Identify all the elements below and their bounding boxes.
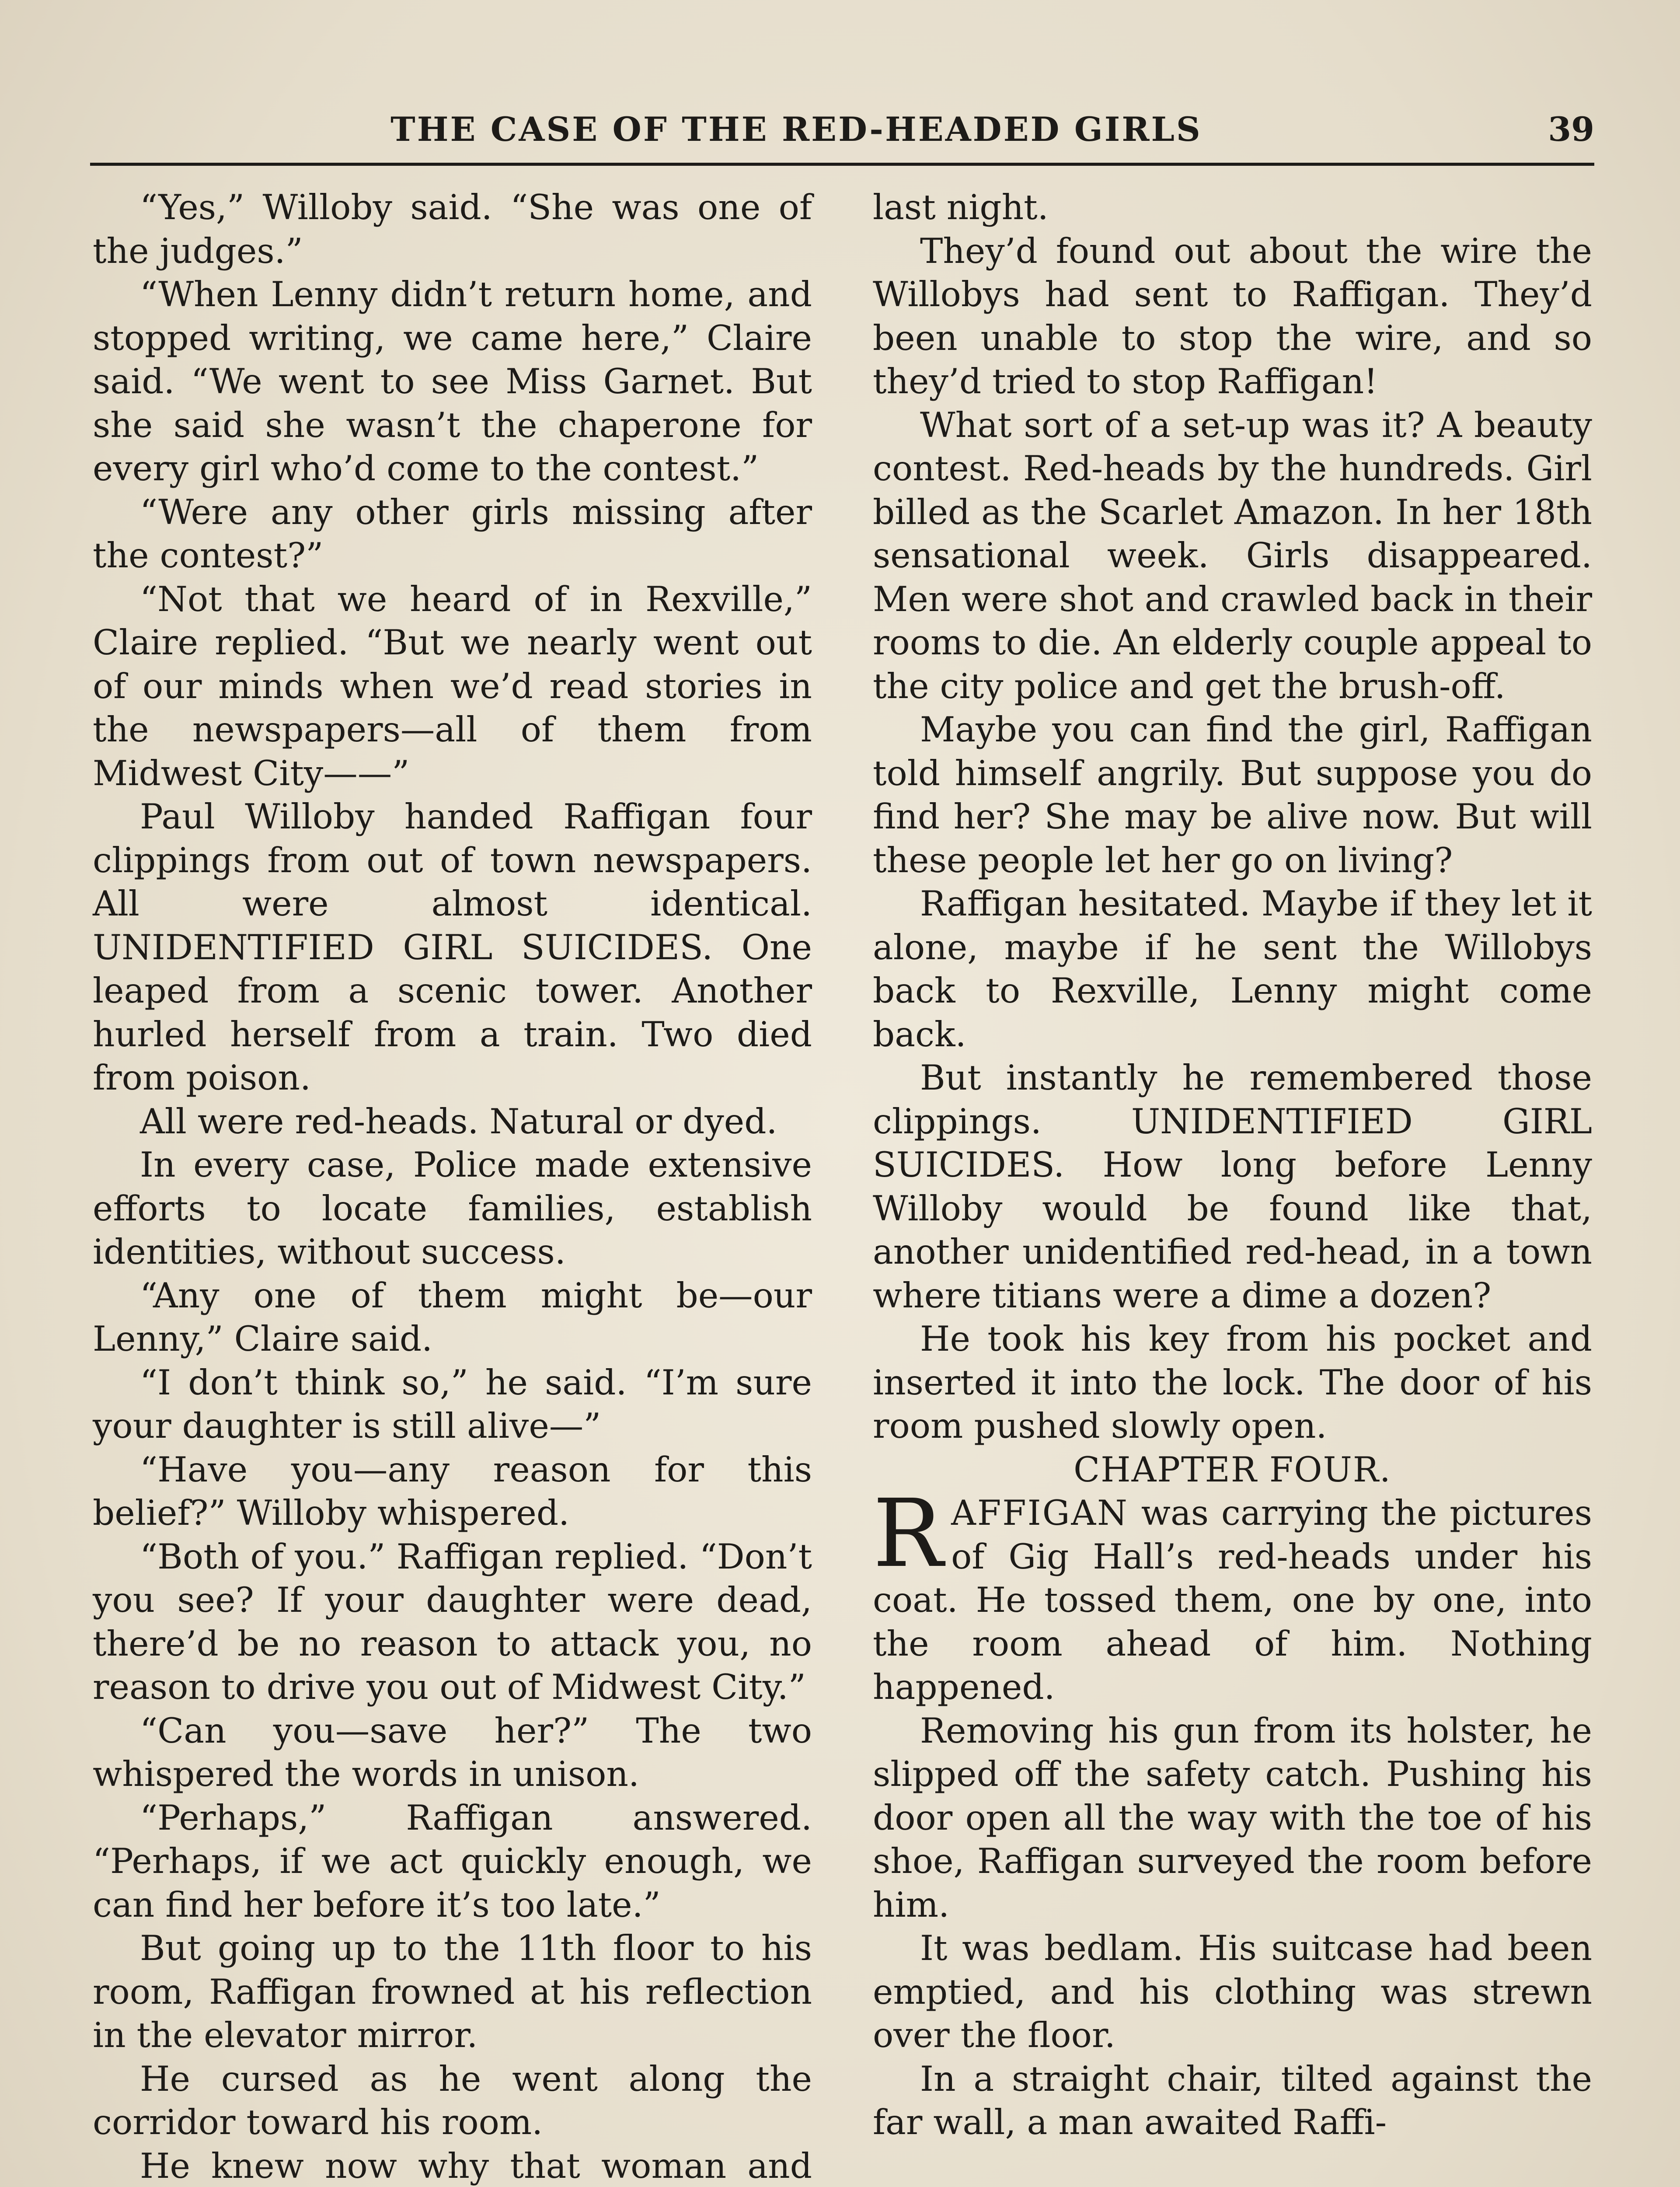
- paragraph: But going up to the 11th floor to his room, Raffigan frowned at his reflection in the elevator mirror.: [93, 1928, 812, 2055]
- paragraph: “Perhaps,” Raffigan answered. “Perhaps, if we act quickly enough, we can find her before it’s too late.”: [93, 1797, 812, 1925]
- drop-cap: R: [873, 1479, 944, 1588]
- paragraph: “Any one of them might be—our Lenny,” Claire said.: [93, 1275, 812, 1359]
- paragraph: Paul Willoby handed Raffigan four clippings from out of town newspapers. All were almost identical. UNIDENTIFIED GIRL SUICIDES. One leaped from a scenic tower. Another hurled herself from a train. Two died from poison.: [93, 797, 812, 1098]
- paragraph: “Both of you.” Raffigan replied. “Don’t you see? If your daughter were dead, there’d be no reason to attack you, no reason to drive you out of Midwest City.”: [93, 1536, 812, 1707]
- paragraph: “Were any other girls missing after the contest?”: [93, 492, 812, 576]
- paragraph: It was bedlam. His suitcase had been emptied, and his clothing was strewn over the floor.: [873, 1928, 1592, 2055]
- lead-word: AFFIGAN: [951, 1493, 1129, 1533]
- chapter-heading: CHAPTER FOUR.: [1074, 1449, 1391, 1490]
- paragraph: “When Lenny didn’t return home, and stopped writing, we came here,” Claire said. “We went to see Miss Garnet. But she said she wasn’t the chaperone for every girl who’d come to the contest.”: [93, 274, 812, 489]
- page-number: 39: [1548, 110, 1594, 149]
- paragraph: In every case, Police made extensive efforts to locate families, establish identities, without success.: [93, 1145, 812, 1272]
- paragraph: He knew now why that woman and: [140, 2145, 812, 2186]
- paragraph: Raffigan hesitated. Maybe if they let it alone, maybe if he sent the Willobys back to Rexville, Lenny might come back.: [873, 884, 1592, 1055]
- paragraph: Maybe you can find the girl, Raffigan told himself angrily. But suppose you do find her? She may be alive now. But will these people let her go on living?: [873, 709, 1592, 880]
- running-title: THE CASE OF THE RED-HEADED GIRLS: [390, 110, 1202, 149]
- paragraph: “Can you—save her?” The two whispered the words in unison.: [93, 1710, 812, 1794]
- continued-line: last night.: [873, 187, 1049, 227]
- paragraph: He took his key from his pocket and inserted it into the lock. The door of his room pushed slowly open.: [873, 1319, 1592, 1446]
- paragraph: Removing his gun from its holster, he slipped off the safety catch. Pushing his door open all the way with the toe of his shoe, Raffigan surveyed the room before him.: [873, 1710, 1592, 1925]
- left-column: [93, 186, 812, 2187]
- paragraph: What sort of a set-up was it? A beauty contest. Red-heads by the hundreds. Girl billed as the Scarlet Amazon. In her 18th sensational week. Girls disappeared. Men were shot and crawled back in their rooms to die. An elderly couple appeal to the city police and get the brush-off.: [873, 405, 1592, 706]
- paragraph: “I don’t think so,” he said. “I’m sure your daughter is still alive—”: [93, 1362, 812, 1446]
- chapter-opening-paragraph: [873, 1479, 1592, 1709]
- paragraph: In a straight chair, tilted against the far wall, a man awaited Raffi-: [873, 2058, 1592, 2142]
- header-rule: [90, 163, 1594, 166]
- paragraph: They’d found out about the wire the Willobys had sent to Raffigan. They’d been unable to stop the wire, and so they’d tried to stop Raffigan!: [873, 231, 1592, 402]
- paragraph: But instantly he remembered those clippings. UNIDENTIFIED GIRL SUICIDES. How long before Lenny Willoby would be found like that, another unidentified red-head, in a town where titians were a dime a dozen?: [873, 1058, 1592, 1316]
- paragraph: “Not that we heard of in Rexville,” Claire replied. “But we nearly went out of our minds when we’d read stories in the newspapers—all of them from Midwest City——”: [93, 579, 812, 793]
- paragraph: He cursed as he went along the corridor toward his room.: [93, 2058, 812, 2142]
- page-header: [90, 103, 1594, 156]
- paragraph: “Have you—any reason for this belief?” Willoby whispered.: [93, 1449, 812, 1533]
- opening-text: was carrying the pictures of Gig Hall’s red-heads under his coat. He tossed them, one by one, into the room ahead of him. Nothing happened.: [873, 1493, 1592, 1707]
- paragraph: “Yes,” Willoby said. “She was one of the judges.”: [93, 187, 812, 271]
- paragraph: All were red-heads. Natural or dyed.: [140, 1101, 777, 1142]
- right-column: [873, 186, 1592, 2145]
